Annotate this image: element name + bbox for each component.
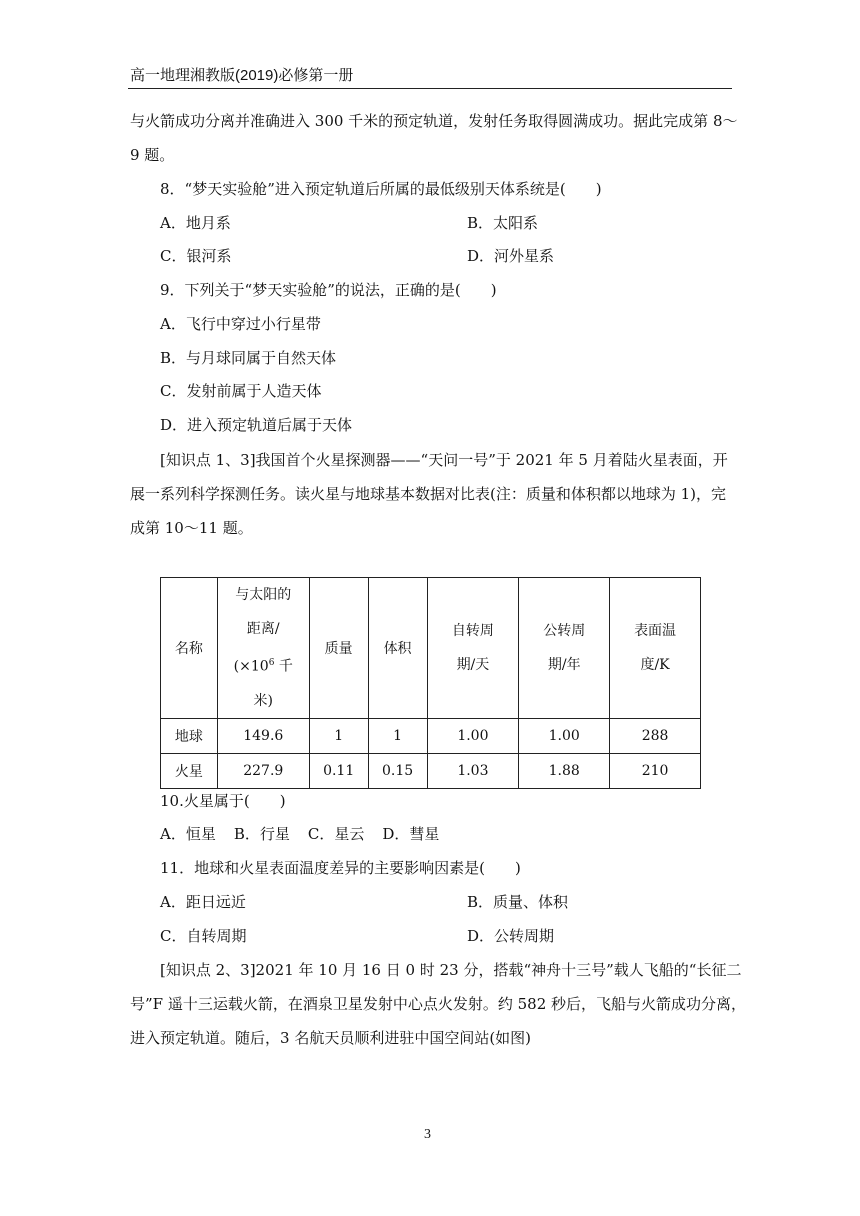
table-row-earth xyxy=(161,718,701,753)
question-11-option-b: B．质量、体积 xyxy=(467,893,569,911)
mars-earth-comparison-table xyxy=(160,577,701,789)
header-revolution-line-2: 期/年 xyxy=(547,656,581,673)
question-11-option-d: D．公转周期 xyxy=(467,927,555,945)
header-name: 名称 xyxy=(161,578,218,719)
question-10-options xyxy=(160,824,457,844)
header-temperature xyxy=(610,578,701,719)
header-revolution-line-1: 公转周 xyxy=(543,622,586,639)
header-volume: 体积 xyxy=(368,578,427,719)
table-cell: 1.88 xyxy=(519,753,610,788)
question-9-option-d: D．进入预定轨道后属于天体 xyxy=(160,416,353,434)
table-cell: 1.00 xyxy=(519,718,610,753)
table-cell: 227.9 xyxy=(217,753,309,788)
header-rotation-line-2: 期/天 xyxy=(456,656,490,673)
intro-line-1: 与火箭成功分离并准确进入 300 千米的预定轨道，发射任务取得圆满成功。据此完成第 8～ xyxy=(130,112,738,130)
table-cell: 0.15 xyxy=(368,753,427,788)
header-revolution xyxy=(519,578,610,719)
table-cell: 地球 xyxy=(161,718,218,753)
table-header-row xyxy=(161,578,701,719)
question-8-option-b: B．太阳系 xyxy=(467,214,539,232)
table-row-mars xyxy=(161,753,701,788)
table-cell: 1.03 xyxy=(427,753,519,788)
table-cell: 1.00 xyxy=(427,718,519,753)
material-2-line-1: [知识点 2、3]2021 年 10 月 16 日 0 时 23 分，搭载“神舟十三号”载人飞船的“长征二 xyxy=(160,961,742,979)
material-1-line-2: 展一系列科学探测任务。读火星与地球基本数据对比表(注：质量和体积都以地球为 1)，完 xyxy=(130,485,727,503)
table-cell: 火星 xyxy=(161,753,218,788)
material-2-line-3: 进入预定轨道。随后，3 名航天员顺利进驻中国空间站(如图) xyxy=(130,1029,532,1047)
question-8-option-a: A．地月系 xyxy=(160,214,231,232)
header-distance-line-4: 米) xyxy=(253,692,274,709)
table-cell: 1 xyxy=(309,718,368,753)
material-1-line-1: [知识点 1、3]我国首个火星探测器——“天问一号”于 2021 年 5 月着陆火星表面，开 xyxy=(160,451,728,469)
header-divider xyxy=(128,88,732,89)
material-2-line-2: 号”F 遥十三运载火箭，在酒泉卫星发射中心点火发射。约 582 秒后，飞船与火箭成功分离， xyxy=(130,995,747,1013)
table-cell: 288 xyxy=(610,718,701,753)
question-9-option-a: A．飞行中穿过小行星带 xyxy=(160,315,321,333)
header-distance-base: (×10 xyxy=(233,658,269,675)
header-rotation-line-1: 自转周 xyxy=(451,622,494,639)
table-cell: 1 xyxy=(368,718,427,753)
question-11-option-a: A．距日远近 xyxy=(160,893,246,911)
header-distance-line-3 xyxy=(218,646,309,684)
question-11-stem: 11．地球和火星表面温度差异的主要影响因素是( ) xyxy=(160,859,521,877)
material-1-line-3: 成第 10～11 题。 xyxy=(130,519,253,537)
page-header: 高一地理湘教版(2019)必修第一册 xyxy=(130,67,354,84)
question-8-stem: 8．“梦天实验舱”进入预定轨道后所属的最低级别天体系统是( ) xyxy=(160,180,602,198)
header-distance xyxy=(217,578,309,719)
table-cell: 210 xyxy=(610,753,701,788)
header-distance-unit: 千 xyxy=(274,658,293,675)
header-temperature-line-2: 度/K xyxy=(640,656,670,673)
header-distance-line-1: 与太阳的 xyxy=(235,587,292,603)
question-9-stem: 9．下列关于“梦天实验舱”的说法，正确的是( ) xyxy=(160,281,497,299)
header-temperature-line-1: 表面温 xyxy=(634,622,677,639)
header-mass: 质量 xyxy=(309,578,368,719)
table-cell: 149.6 xyxy=(217,718,309,753)
question-8-option-c: C．银河系 xyxy=(160,247,232,265)
question-10-option-a: A．恒星 xyxy=(160,825,216,843)
table-cell: 0.11 xyxy=(309,753,368,788)
question-8-option-d: D．河外星系 xyxy=(467,247,555,265)
header-distance-line-2: 距离/ xyxy=(246,621,280,637)
intro-line-2: 9 题。 xyxy=(130,146,175,164)
header-rotation xyxy=(427,578,519,719)
question-10-option-d: D．彗星 xyxy=(382,825,440,843)
question-9-option-b: B．与月球同属于自然天体 xyxy=(160,349,337,367)
page-number: 3 xyxy=(424,1127,431,1142)
question-9-option-c: C．发射前属于人造天体 xyxy=(160,382,322,400)
question-10-option-b: B．行星 xyxy=(233,825,290,843)
question-10-option-c: C．星云 xyxy=(307,825,365,843)
question-10-stem: 10.火星属于( ) xyxy=(160,792,286,810)
header-distance-exponent: 6 xyxy=(268,658,275,668)
question-11-option-c: C．自转周期 xyxy=(160,927,247,945)
